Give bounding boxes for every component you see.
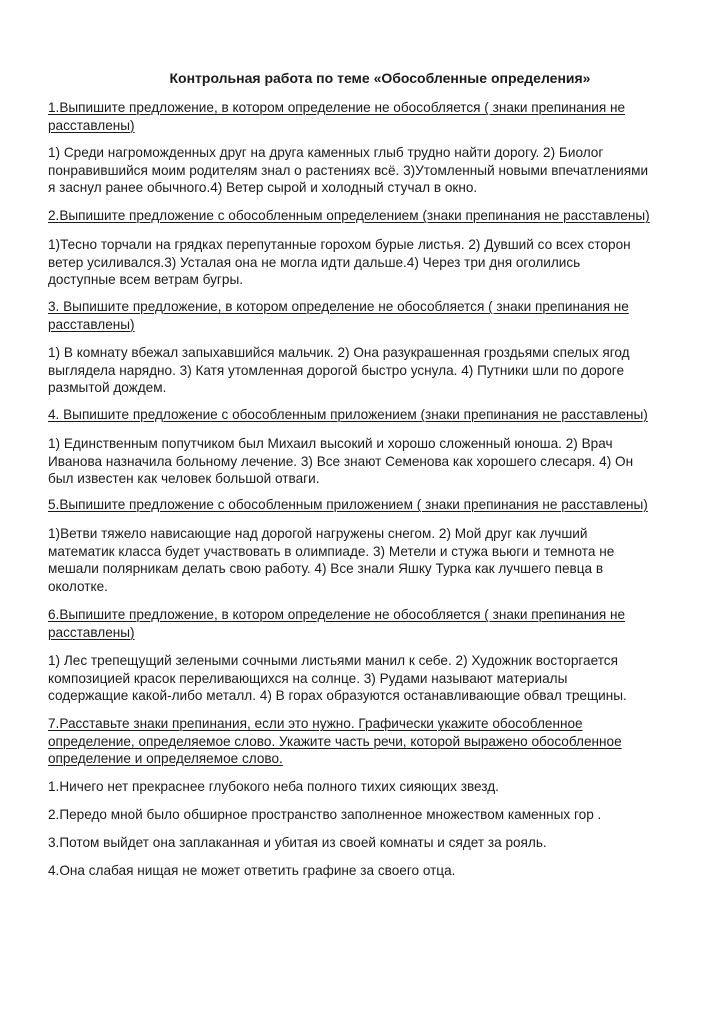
task-5-heading-line: 5.Выпишите предложение с обособленным приложением ( знаки препинания не расставлены)	[48, 497, 648, 512]
task-6-heading-line: расставлены)	[48, 624, 135, 640]
task-5-body-line: математик класса будет участвовать в олимпиаде. 3) Метели и стужа вьюги и темнота не	[48, 543, 615, 559]
task-1-body-line: 1) Среди нагроможденных друг на друга каменных глыб трудно найти дорогу. 2) Биолог	[48, 145, 604, 160]
task-3-body	[48, 344, 708, 397]
task-2-body	[48, 236, 708, 289]
task-2-body-line: доступные всем ветрам бугры.	[48, 272, 243, 287]
task-2-body-line: 1)Тесно торчали на грядках перепутанные горохом бурые листья. 2) Дувший со всех сторон	[48, 237, 631, 252]
task-6-body	[48, 652, 708, 705]
task-3-body-line: размытой дождем.	[48, 380, 167, 395]
task-3-heading-line: расставлены)	[48, 316, 135, 332]
task-4-heading-line: 4. Выпишите предложение с обособленным приложением (знаки препинания не расставлены)	[48, 407, 648, 422]
task-7-heading	[48, 715, 708, 768]
task-1-heading-line: 1.Выпишите предложение, в котором определение не обособляется ( знаки препинания не	[48, 100, 626, 115]
task-4-body-line: 1) Единственным попутчиком был Михаил высокий и хорошо сложенный юноша. 2) Врач	[48, 436, 613, 451]
task-1-heading	[48, 99, 708, 134]
task-1-heading-line: расставлены)	[48, 117, 135, 133]
task-3-heading-line: 3. Выпишите предложение, в котором определение не обособляется ( знаки препинания не	[48, 299, 629, 314]
task-4-heading	[48, 406, 708, 424]
task-5-body-line: 1)Ветви тяжело нависающие над дорогой нагружены снегом. 2) Мой друг как лучший	[48, 526, 588, 541]
task-3-heading	[48, 298, 708, 333]
task-4-body	[48, 435, 708, 488]
task-1-body-line: я заснул ранее обычного.4) Ветер сырой и холодный стучал в окно.	[48, 180, 478, 195]
task-7-heading-line: 7.Расставьте знаки препинания, если это нужно. Графически укажите обособленное	[48, 716, 583, 731]
sentence-4: 4.Она слабая нищая не может ответить графине за своего отца.	[48, 863, 456, 878]
task-3-body-line: 1) В комнату вбежал запыхавшийся мальчик. 2) Она разукрашенная гроздьями спелых ягод	[48, 345, 630, 360]
task-6-body-line: содержащие какой-либо металл. 4) В горах образуются останавливающие обвал трещины.	[48, 688, 627, 703]
task-4-body-line: был известен как человек большой отваги.	[48, 471, 320, 486]
task-7-heading-line: определение и определяемое слово.	[48, 751, 283, 766]
task-5-body-line: околотке.	[48, 578, 108, 594]
task-2-body-line: ветер усиливался.3) Усталая она не могла идти дальше.4) Через три дня оголились	[48, 254, 581, 270]
task-1-body-line: понравившийся моим родителям знал о растениях всё. 3)Утомленный новыми впечатлениями	[48, 162, 649, 178]
sentence-3: 3.Потом выйдет она заплаканная и убитая из своей комнаты и сядет за рояль.	[48, 835, 547, 850]
task-6-body-line: 1) Лес трепещущий зелеными сочными листьями манил к себе. 2) Художник восторгается	[48, 653, 618, 668]
task-3-body-line: выглядела нарядно. 3) Катя утомленная дорогой быстро уснула. 4) Путники шли по дороге	[48, 362, 625, 378]
task-6-heading-line: 6.Выпишите предложение, в котором определение не обособляется ( знаки препинания не	[48, 607, 626, 622]
task-2-heading-line: 2.Выпишите предложение с обособленным определением (знаки препинания не расставлены)	[48, 208, 650, 223]
task-6-heading	[48, 606, 708, 641]
task-4-body-line: Иванова назначила больному лечение. 3) Все знают Семенова как хорошего слесаря. 4) Он	[48, 453, 634, 469]
task-2-heading	[48, 207, 708, 225]
task-7-heading-line: определение, определяемое слово. Укажите часть речи, которой выражено обособленное	[48, 733, 622, 749]
sentence-1: 1.Ничего нет прекраснее глубокого неба полного тихих сияющих звезд.	[48, 779, 499, 794]
task-1-body	[48, 144, 708, 197]
document-title: Контрольная работа по теме «Обособленные определения»	[169, 70, 591, 86]
sentence-2: 2.Передо мной было обширное пространство заполненное множеством каменных гор .	[48, 807, 602, 822]
task-5-body	[48, 525, 708, 595]
task-5-heading	[48, 496, 708, 514]
task-6-body-line: композицией красок переливающихся на солнце. 3) Рудами называют материалы	[48, 670, 568, 686]
task-5-body-line: мешали полярникам делать свою работу. 4) Все знали Яшку Турка как лучшего певца в	[48, 561, 604, 576]
